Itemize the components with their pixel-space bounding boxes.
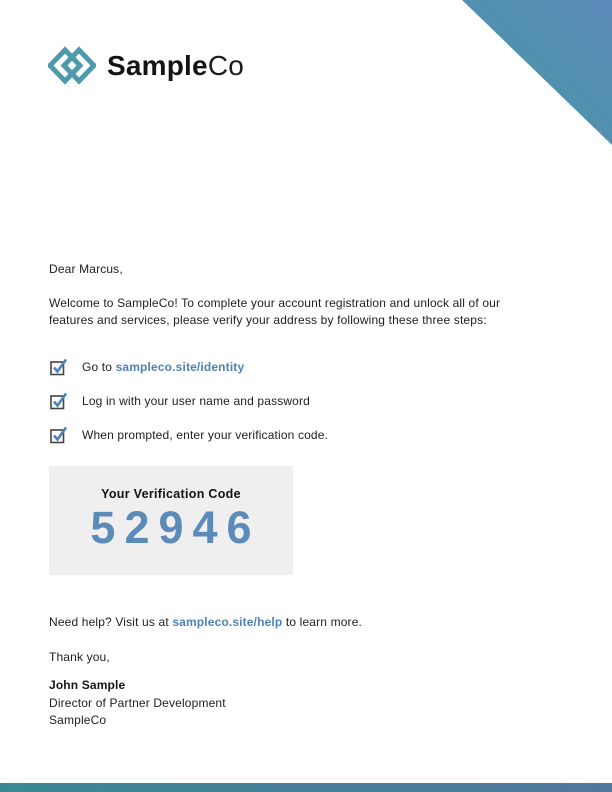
checked-checkbox-icon <box>50 392 69 410</box>
salutation: Dear Marcus, <box>49 262 123 276</box>
company-logo <box>48 45 244 87</box>
identity-link[interactable]: sampleco.site/identity <box>115 360 245 374</box>
step-item-2 <box>50 391 328 408</box>
diamonds-logo-icon <box>48 45 96 87</box>
wordmark-bold-part: Sample <box>107 50 208 81</box>
signature-company: SampleCo <box>49 713 107 727</box>
checked-checkbox-icon <box>50 426 69 444</box>
step-item-3 <box>50 425 328 442</box>
step-3-text: When prompted, enter your verification code. <box>82 428 329 442</box>
signature-block <box>49 677 226 730</box>
step-item-1 <box>50 357 328 374</box>
intro-paragraph <box>49 295 500 329</box>
step-2-text: Log in with your user name and password <box>82 394 310 408</box>
wordmark-light-part: Co <box>207 50 245 81</box>
company-wordmark <box>107 52 244 80</box>
verification-code-box <box>49 466 293 575</box>
checked-checkbox-icon <box>50 358 69 376</box>
footer-bar-decoration <box>0 783 612 792</box>
verification-code-label: Your Verification Code <box>101 487 241 501</box>
verification-code-value: 52946 <box>90 502 261 553</box>
signature-name: John Sample <box>49 678 126 692</box>
step-1-text: Go to <box>82 360 116 374</box>
help-text-after: to learn more. <box>282 615 363 629</box>
help-link[interactable]: sampleco.site/help <box>172 615 283 629</box>
help-text-before: Need help? Visit us at <box>49 615 173 629</box>
help-line <box>49 614 362 631</box>
closing-line: Thank you, <box>49 650 110 664</box>
step-text <box>82 357 244 376</box>
signature-title: Director of Partner Development <box>49 695 226 710</box>
steps-checklist <box>50 357 328 459</box>
intro-line-2: features and services, please verify your address by following these three steps: <box>49 313 487 327</box>
corner-triangle-decoration <box>462 0 612 145</box>
intro-line-1: Welcome to SampleCo! To complete your account registration and unlock all of our <box>49 296 501 310</box>
